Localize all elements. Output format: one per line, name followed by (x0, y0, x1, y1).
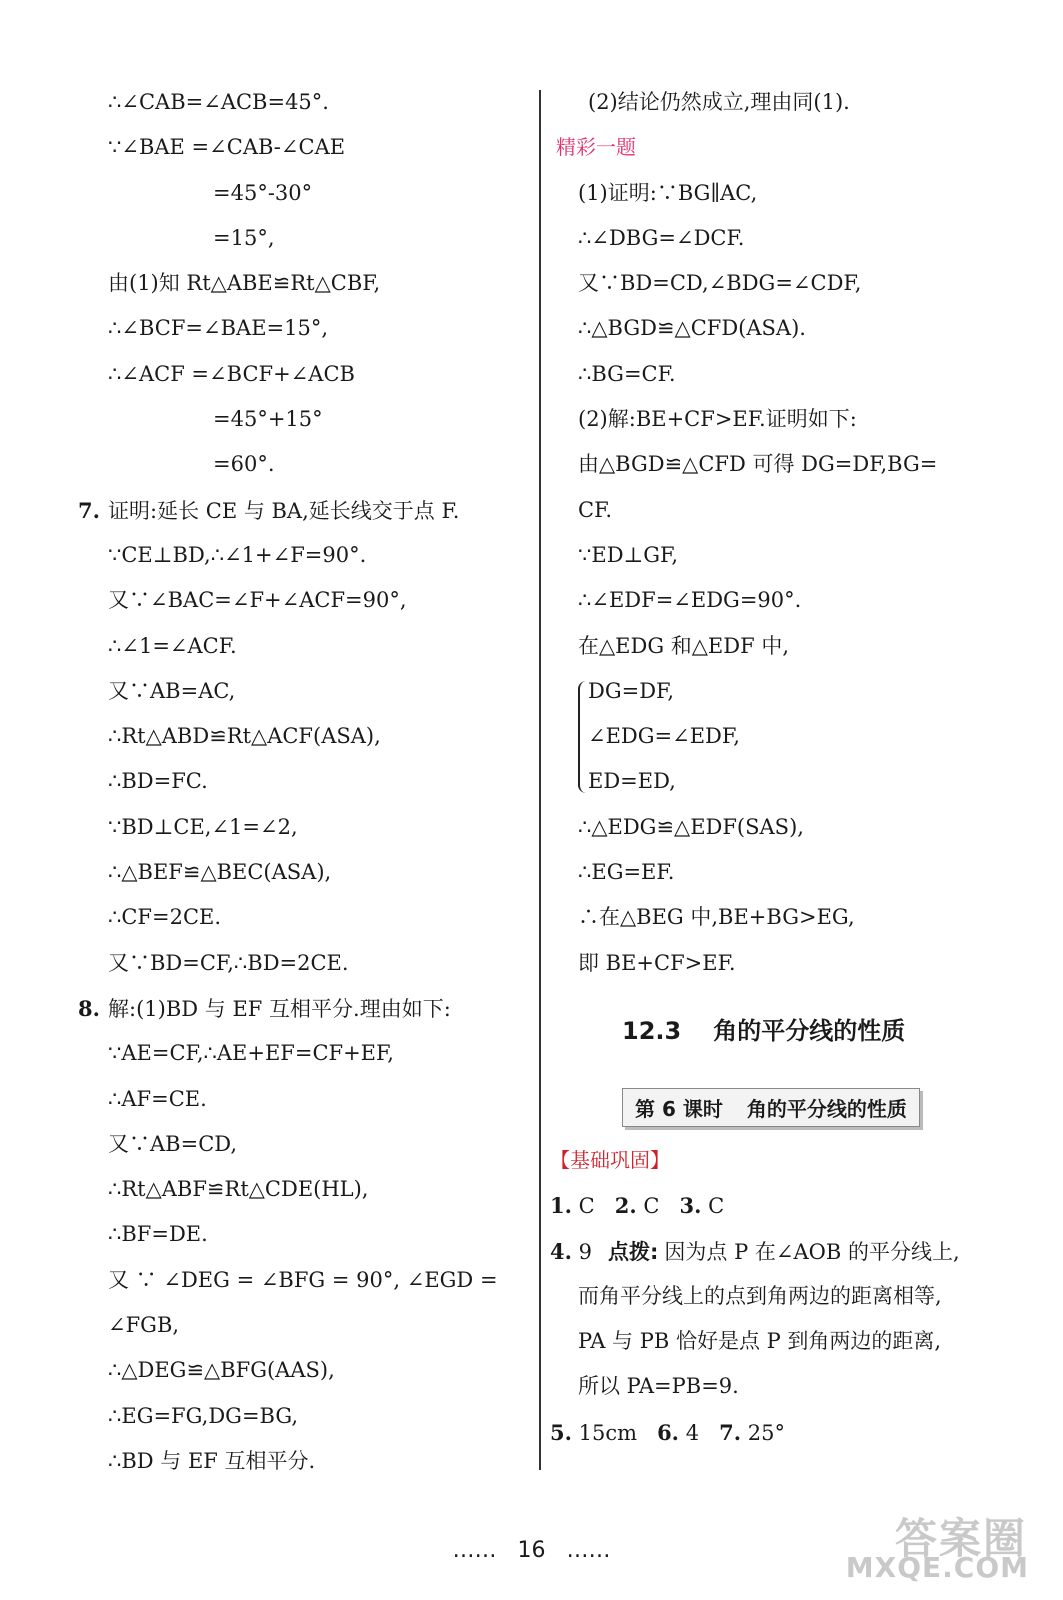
highlight-label: 精彩一题 (556, 135, 636, 160)
basic-label: 【基础巩固】 (550, 1147, 670, 1172)
text-line: ∴在△BEG 中,BE+BG>EG, (578, 905, 855, 930)
text-line: =60°. (213, 452, 275, 477)
text-line: 因为点 P 在∠AOB 的平分线上, (664, 1239, 960, 1264)
text-line: ∠FGB, (108, 1313, 180, 1338)
answers-5-7 (550, 1410, 1020, 1455)
page-number-value: 16 (517, 1538, 546, 1563)
text-line: (2)解:BE+CF>EF.证明如下: (578, 407, 857, 432)
text-line: ∴BF=DE. (108, 1222, 208, 1247)
text-line: 而角平分线上的点到角两边的距离相等, (578, 1283, 942, 1308)
lesson-box (622, 1088, 920, 1127)
answer: 25° (747, 1420, 785, 1445)
text-line: ED=ED, (588, 769, 676, 794)
answer: 4 (685, 1420, 700, 1445)
text-line: 又 ∵ ∠DEG = ∠BFG = 90°, ∠EGD = (108, 1267, 498, 1292)
text-line: (1)证明:∵BG∥AC, (578, 180, 758, 205)
text-line: ∴Rt△ABF≌Rt△CDE(HL), (108, 1177, 369, 1202)
answer-number: 3. (679, 1193, 702, 1219)
text-line: 所以 PA=PB=9. (578, 1374, 739, 1399)
text-line: ∴Rt△ABD≌Rt△ACF(ASA), (108, 724, 381, 749)
problem-7-first-line (78, 488, 528, 533)
text-line: PA 与 PB 恰好是点 P 到角两边的距离, (578, 1329, 942, 1354)
text-line: ∴∠ACF =∠BCF+∠ACB (108, 361, 355, 386)
text-line: ∴∠CAB=∠ACB=45°. (108, 90, 329, 114)
left-column (78, 80, 528, 1484)
lesson-number: 第 6 课时 (635, 1096, 723, 1121)
lesson-header (550, 1076, 1020, 1138)
text-line: ∠EDG=∠EDF, (588, 724, 740, 749)
problem-number: 8. (78, 995, 100, 1021)
text-line: ∴△BEF≌△BEC(ASA), (108, 860, 332, 885)
lesson-title: 角的平分线的性质 (746, 1096, 907, 1121)
text-line: ∵∠BAE =∠CAB-∠CAE (108, 135, 346, 160)
answer: 9 (578, 1239, 592, 1264)
answer-number: 6. (657, 1419, 679, 1445)
text-line: =45°+15° (213, 407, 323, 432)
answer-number: 1. (550, 1193, 572, 1219)
right-column (550, 80, 1020, 1455)
text-line: ∵ED⊥GF, (578, 542, 679, 567)
text-line: =15°, (213, 225, 275, 250)
section-title (550, 986, 1020, 1076)
text-line: 又∵∠BAC=∠F+∠ACF=90°, (108, 588, 407, 613)
text-line: 又∵AB=AC, (108, 678, 236, 703)
text-line: 在△EDG 和△EDF 中, (578, 633, 790, 658)
text-line: CF. (578, 497, 613, 522)
text-line: ∵AE=CF,∴AE+EF=CF+EF, (108, 1041, 394, 1066)
text-line: ∴BD 与 EF 互相平分. (108, 1448, 316, 1473)
answer-number: 5. (550, 1419, 572, 1445)
answer-number: 4. (550, 1238, 572, 1264)
text-line: 又∵BD=CD,∠BDG=∠CDF, (578, 271, 862, 296)
text-line: ∴△BGD≌△CFD(ASA). (578, 316, 806, 341)
text-line: ∴∠DBG=∠DCF. (578, 225, 745, 250)
text-line: ∵BD⊥CE,∠1=∠2, (108, 814, 298, 839)
section-name: 角的平分线的性质 (713, 1016, 906, 1045)
answer-number: 7. (719, 1419, 742, 1445)
answers-1-3 (550, 1183, 1020, 1228)
text-line: DG=DF, (588, 678, 675, 703)
text-line: ∴EG=EF. (578, 860, 675, 885)
text-line: ∴∠EDF=∠EDG=90°. (578, 588, 802, 613)
dots-left: …… (452, 1538, 497, 1563)
answer-4-line (550, 1229, 1020, 1274)
watermark-domain: MXQE.COM (845, 1551, 1029, 1584)
watermark-logo (835, 1506, 1035, 1586)
text-line: ∴CF=2CE. (108, 905, 222, 930)
text-line: (2)结论仍然成立,理由同(1). (588, 90, 850, 114)
dots-right: …… (566, 1538, 611, 1563)
equation-system (550, 669, 1020, 805)
text-line: ∴∠1=∠ACF. (108, 633, 237, 658)
text-line: ∴EG=FG,DG=BG, (108, 1403, 299, 1428)
column-divider (539, 90, 541, 1470)
answer: C (708, 1194, 725, 1219)
text-line: 由(1)知 Rt△ABE≌Rt△CBF, (108, 271, 381, 296)
answer: 15cm (578, 1420, 638, 1445)
text-line: =45°-30° (213, 180, 313, 205)
tip-label: 点拨: (608, 1239, 659, 1264)
text-line: ∴∠BCF=∠BAE=15°, (108, 316, 329, 341)
text-line: 由△BGD≌△CFD 可得 DG=DF,BG= (578, 452, 938, 477)
text-line: 即 BE+CF>EF. (578, 950, 736, 975)
answer-number: 2. (614, 1193, 637, 1219)
text-line: ∴△EDG≌△EDF(SAS), (578, 814, 804, 839)
problem-number: 7. (78, 497, 100, 523)
text-line: 解:(1)BD 与 EF 互相平分.理由如下: (108, 996, 451, 1021)
problem-8-first-line (78, 986, 528, 1031)
answer: C (643, 1194, 660, 1219)
text-line: 又∵AB=CD, (108, 1131, 238, 1156)
text-line: ∴△DEG≌△BFG(AAS), (108, 1358, 335, 1383)
section-number: 12.3 (622, 1016, 682, 1045)
answer: C (578, 1194, 595, 1219)
text-line: ∴BG=CF. (578, 361, 676, 386)
text-line: ∵CE⊥BD,∴∠1+∠F=90°. (108, 542, 367, 567)
watermark-text: 答案圈 (894, 1514, 1027, 1563)
text-line: ∴AF=CE. (108, 1086, 207, 1111)
text-line: 证明:延长 CE 与 BA,延长线交于点 F. (108, 498, 460, 523)
text-line: ∴BD=FC. (108, 769, 208, 794)
text-line: 又∵BD=CF,∴BD=2CE. (108, 950, 349, 975)
